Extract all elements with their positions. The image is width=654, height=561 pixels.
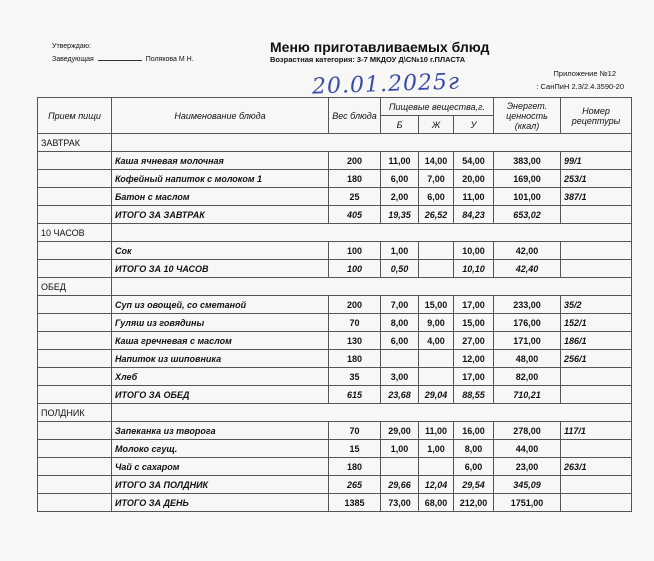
total-protein: 23,68 (381, 386, 419, 404)
dish-energy: 383,00 (494, 152, 561, 170)
dish-energy: 233,00 (494, 296, 561, 314)
day-total-fat: 68,00 (419, 494, 454, 512)
section-title: ПОЛДНИК (38, 404, 112, 422)
meal-cell (38, 440, 112, 458)
dish-recipe: 263/1 (561, 458, 632, 476)
dish-carbs: 10,00 (454, 242, 494, 260)
dish-weight: 15 (329, 440, 381, 458)
dish-protein: 1,00 (381, 440, 419, 458)
dish-fat: 14,00 (419, 152, 454, 170)
dish-weight: 130 (329, 332, 381, 350)
total-recipe (561, 386, 632, 404)
meal-cell (38, 260, 112, 278)
dish-recipe: 99/1 (561, 152, 632, 170)
total-carbs: 88,55 (454, 386, 494, 404)
dish-row (38, 188, 632, 206)
total-row (38, 206, 632, 224)
col-meal: Прием пищи (38, 98, 112, 134)
dish-weight: 180 (329, 170, 381, 188)
col-recipe: Номер рецептуры (561, 98, 632, 134)
total-energy: 653,02 (494, 206, 561, 224)
dish-protein: 7,00 (381, 296, 419, 314)
total-fat (419, 260, 454, 278)
dish-row (38, 350, 632, 368)
dish-protein (381, 350, 419, 368)
total-protein: 0,50 (381, 260, 419, 278)
total-carbs: 29,54 (454, 476, 494, 494)
handwritten-date: 20.01.2025г (311, 69, 461, 100)
total-name: ИТОГО ЗА 10 ЧАСОВ (112, 260, 329, 278)
dish-recipe: 186/1 (561, 332, 632, 350)
total-recipe (561, 476, 632, 494)
meal-cell (38, 332, 112, 350)
sanpin-label: : СанПиН 2.3/2.4.3590-20 (536, 82, 624, 91)
dish-weight: 200 (329, 152, 381, 170)
dish-carbs: 54,00 (454, 152, 494, 170)
total-weight: 265 (329, 476, 381, 494)
approval-signature-line (52, 53, 194, 66)
meal-cell (38, 386, 112, 404)
meal-cell (38, 422, 112, 440)
col-weight: Вес блюда (329, 98, 381, 134)
day-total-recipe (561, 494, 632, 512)
total-weight: 100 (329, 260, 381, 278)
dish-energy: 171,00 (494, 332, 561, 350)
section-title: ОБЕД (38, 278, 112, 296)
dish-carbs: 11,00 (454, 188, 494, 206)
dish-recipe: 253/1 (561, 170, 632, 188)
approval-role: Заведующая (52, 56, 94, 63)
dish-energy: 42,00 (494, 242, 561, 260)
dish-fat: 6,00 (419, 188, 454, 206)
dish-protein: 29,00 (381, 422, 419, 440)
dish-fat (419, 242, 454, 260)
signature-line (98, 53, 142, 61)
dish-row (38, 440, 632, 458)
total-energy: 710,21 (494, 386, 561, 404)
dish-row (38, 242, 632, 260)
section-filler (112, 134, 632, 152)
dish-row (38, 152, 632, 170)
total-name: ИТОГО ЗА ОБЕД (112, 386, 329, 404)
dish-row (38, 332, 632, 350)
section-row (38, 278, 632, 296)
section-row (38, 134, 632, 152)
dish-protein: 8,00 (381, 314, 419, 332)
dish-carbs: 8,00 (454, 440, 494, 458)
day-total-protein: 73,00 (381, 494, 419, 512)
dish-row (38, 170, 632, 188)
dish-recipe: 152/1 (561, 314, 632, 332)
dish-recipe: 256/1 (561, 350, 632, 368)
dish-row (38, 458, 632, 476)
total-weight: 615 (329, 386, 381, 404)
dish-fat (419, 368, 454, 386)
dish-energy: 101,00 (494, 188, 561, 206)
dish-name: Молоко сгущ. (112, 440, 329, 458)
dish-weight: 35 (329, 368, 381, 386)
col-u: У (454, 116, 494, 134)
total-protein: 29,66 (381, 476, 419, 494)
meal-cell (38, 368, 112, 386)
approval-block (52, 40, 194, 66)
section-filler (112, 404, 632, 422)
dish-fat: 9,00 (419, 314, 454, 332)
total-fat: 29,04 (419, 386, 454, 404)
section-row (38, 224, 632, 242)
dish-carbs: 16,00 (454, 422, 494, 440)
col-energy: Энергет. ценность (ккал) (494, 98, 561, 134)
dish-carbs: 12,00 (454, 350, 494, 368)
day-total-row (38, 494, 632, 512)
dish-row (38, 422, 632, 440)
dish-carbs: 15,00 (454, 314, 494, 332)
dish-carbs: 17,00 (454, 296, 494, 314)
page-title: Меню приготавливаемых блюд (270, 39, 490, 55)
dish-weight: 25 (329, 188, 381, 206)
dish-name: Хлеб (112, 368, 329, 386)
dish-name: Батон с маслом (112, 188, 329, 206)
meal-cell (38, 152, 112, 170)
dish-protein: 11,00 (381, 152, 419, 170)
total-row (38, 260, 632, 278)
dish-row (38, 314, 632, 332)
dish-name: Суп из овощей, со сметаной (112, 296, 329, 314)
dish-name: Запеканка из творога (112, 422, 329, 440)
dish-fat: 1,00 (419, 440, 454, 458)
dish-weight: 70 (329, 422, 381, 440)
page-subtitle: Возрастная категория: 3-7 МКДОУ Д\С№10 г.ПЛАСТА (270, 55, 466, 64)
dish-weight: 180 (329, 350, 381, 368)
dish-recipe: 387/1 (561, 188, 632, 206)
total-recipe (561, 206, 632, 224)
dish-protein: 2,00 (381, 188, 419, 206)
dish-fat (419, 350, 454, 368)
col-zh: Ж (419, 116, 454, 134)
dish-recipe (561, 242, 632, 260)
dish-name: Сок (112, 242, 329, 260)
section-title: 10 ЧАСОВ (38, 224, 112, 242)
dish-weight: 200 (329, 296, 381, 314)
menu-table (37, 97, 632, 512)
dish-protein (381, 458, 419, 476)
dish-weight: 70 (329, 314, 381, 332)
section-row (38, 404, 632, 422)
dish-protein: 6,00 (381, 332, 419, 350)
dish-fat (419, 458, 454, 476)
menu-body (38, 134, 632, 512)
dish-fat: 11,00 (419, 422, 454, 440)
day-total-weight: 1385 (329, 494, 381, 512)
dish-fat: 15,00 (419, 296, 454, 314)
dish-energy: 44,00 (494, 440, 561, 458)
dish-name: Напиток из шиповника (112, 350, 329, 368)
meal-cell (38, 188, 112, 206)
dish-carbs: 27,00 (454, 332, 494, 350)
meal-cell (38, 458, 112, 476)
meal-cell (38, 296, 112, 314)
section-filler (112, 278, 632, 296)
day-total-name: ИТОГО ЗА ДЕНЬ (112, 494, 329, 512)
total-energy: 345,09 (494, 476, 561, 494)
appendix-label: Приложение №12 (553, 69, 616, 78)
day-total-carbs: 212,00 (454, 494, 494, 512)
col-dish: Наименование блюда (112, 98, 329, 134)
dish-row (38, 368, 632, 386)
dish-name: Каша ячневая молочная (112, 152, 329, 170)
dish-name: Кофейный напиток с молоком 1 (112, 170, 329, 188)
meal-cell (38, 170, 112, 188)
dish-protein: 3,00 (381, 368, 419, 386)
approval-label: Утверждаю: (52, 43, 91, 50)
meal-cell (38, 350, 112, 368)
total-name: ИТОГО ЗА ПОЛДНИК (112, 476, 329, 494)
section-filler (112, 224, 632, 242)
meal-cell (38, 206, 112, 224)
dish-name: Гуляш из говядины (112, 314, 329, 332)
approval-name: Полякова М Н. (145, 56, 194, 63)
total-fat: 26,52 (419, 206, 454, 224)
total-row (38, 476, 632, 494)
total-row (38, 386, 632, 404)
dish-recipe: 35/2 (561, 296, 632, 314)
meal-cell (38, 476, 112, 494)
dish-recipe: 117/1 (561, 422, 632, 440)
dish-carbs: 20,00 (454, 170, 494, 188)
meal-cell (38, 494, 112, 512)
dish-energy: 48,00 (494, 350, 561, 368)
dish-energy: 176,00 (494, 314, 561, 332)
total-weight: 405 (329, 206, 381, 224)
dish-energy: 169,00 (494, 170, 561, 188)
total-energy: 42,40 (494, 260, 561, 278)
meal-cell (38, 314, 112, 332)
dish-weight: 180 (329, 458, 381, 476)
total-carbs: 10,10 (454, 260, 494, 278)
dish-fat: 7,00 (419, 170, 454, 188)
dish-name: Каша гречневая с маслом (112, 332, 329, 350)
dish-energy: 278,00 (494, 422, 561, 440)
dish-carbs: 6,00 (454, 458, 494, 476)
dish-name: Чай с сахаром (112, 458, 329, 476)
dish-recipe (561, 368, 632, 386)
total-name: ИТОГО ЗА ЗАВТРАК (112, 206, 329, 224)
dish-row (38, 296, 632, 314)
section-title: ЗАВТРАК (38, 134, 112, 152)
col-nutrients: Пищевые вещества,г. (381, 98, 494, 116)
col-b: Б (381, 116, 419, 134)
day-total-energy: 1751,00 (494, 494, 561, 512)
total-carbs: 84,23 (454, 206, 494, 224)
dish-fat: 4,00 (419, 332, 454, 350)
meal-cell (38, 242, 112, 260)
dish-protein: 6,00 (381, 170, 419, 188)
dish-energy: 82,00 (494, 368, 561, 386)
dish-carbs: 17,00 (454, 368, 494, 386)
total-recipe (561, 260, 632, 278)
dish-protein: 1,00 (381, 242, 419, 260)
dish-energy: 23,00 (494, 458, 561, 476)
total-fat: 12,04 (419, 476, 454, 494)
total-protein: 19,35 (381, 206, 419, 224)
dish-recipe (561, 440, 632, 458)
dish-weight: 100 (329, 242, 381, 260)
